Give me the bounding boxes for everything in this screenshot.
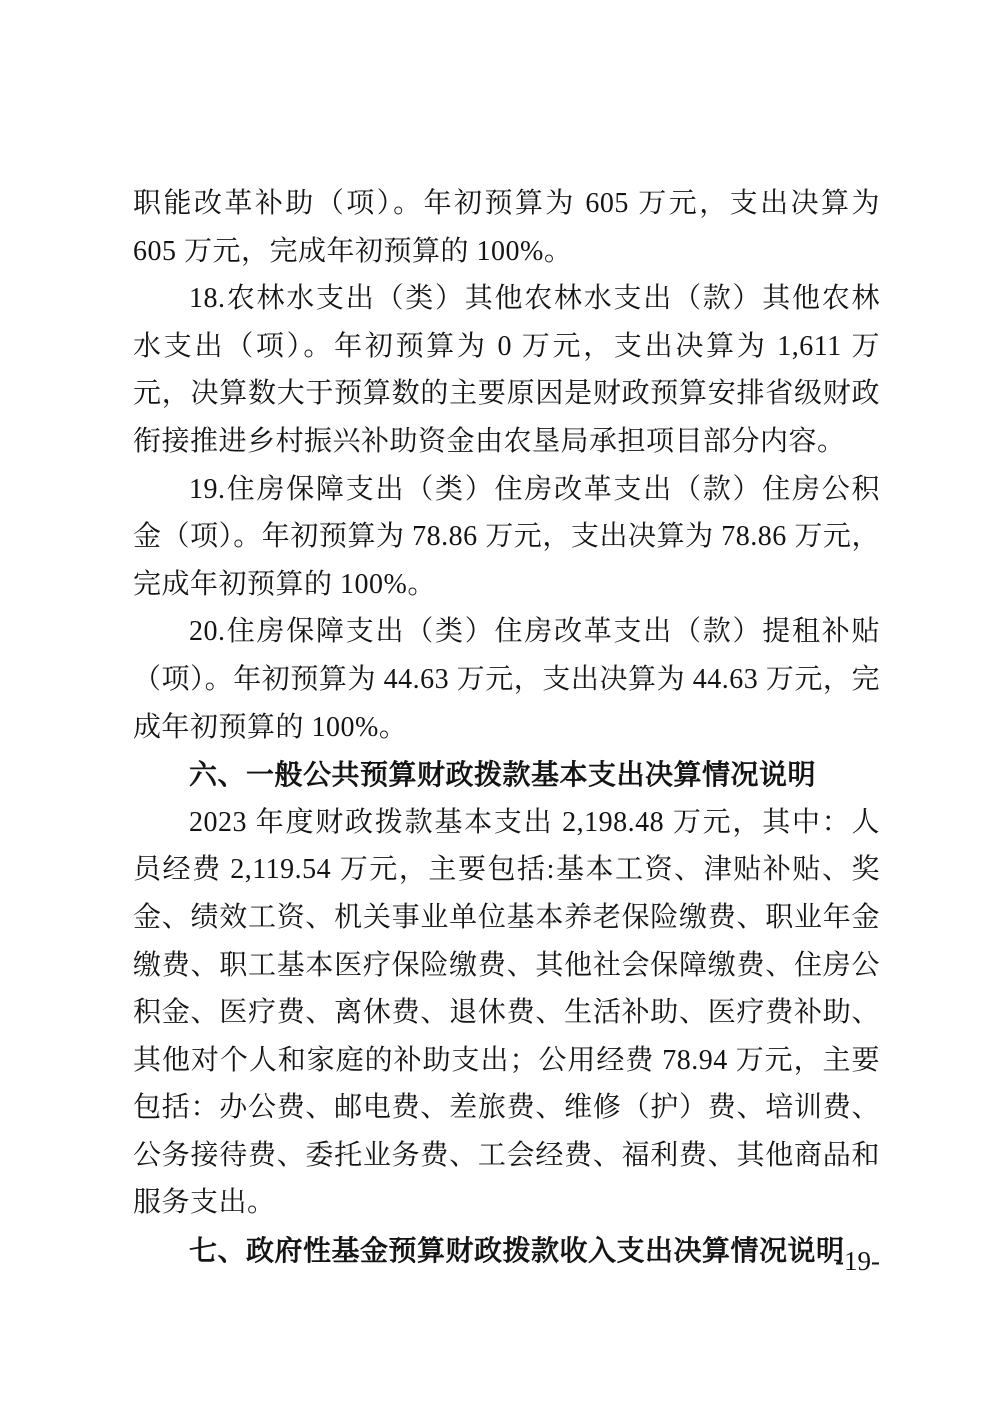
document-body xyxy=(133,180,880,1275)
section-heading-6-basic-expenditure: 六、一般公共预算财政拨款基本支出决算情况说明 xyxy=(189,759,817,791)
page-number: -19- xyxy=(835,1246,880,1276)
section-heading-7-government-fund: 七、政府性基金预算财政拨款收入支出决算情况说明 xyxy=(189,1235,845,1267)
paragraph-item-20: 20.住房保障支出（类）住房改革支出（款）提租补贴（项）。年初预算为 44.63 万元，支出决算为 44.63 万元，完成年初预算的 100%。 xyxy=(133,616,880,743)
paragraph-item-18: 18.农林水支出（类）其他农林水支出（款）其他农林水支出（项）。年初预算为 0 万元，支出决算为 1,611 万元，决算数大于预算数的主要原因是财政预算安排省级财政衔接推进乡村振兴补助资金由农垦局承担项目部分内容。 xyxy=(133,283,880,457)
paragraph-basic-expenditure-detail: 2023 年度财政拨款基本支出 2,198.48 万元，其中：人员经费 2,119.54 万元，主要包括:基本工资、津贴补贴、奖金、绩效工资、机关事业单位基本养老保险缴费、职业年金缴费、职工基本医疗保险缴费、其他社会保障缴费、住房公积金、医疗费、离休费、退休费、生活补助、医疗费补助、其他对个人和家庭的补助支出；公用经费 78.94 万元，主要包括：办公费、邮电费、差旅费、维修（护）费、培训费、公务接待费、委托业务费、工会经费、福利费、其他商品和服务支出。 xyxy=(133,806,880,1219)
paragraph-item-19: 19.住房保障支出（类）住房改革支出（款）住房公积金（项）。年初预算为 78.86 万元，支出决算为 78.86 万元，完成年初预算的 100%。 xyxy=(133,473,880,600)
paragraph-item-17-continuation: 职能改革补助（项）。年初预算为 605 万元，支出决算为 605 万元，完成年初预算的 100%。 xyxy=(133,188,880,267)
